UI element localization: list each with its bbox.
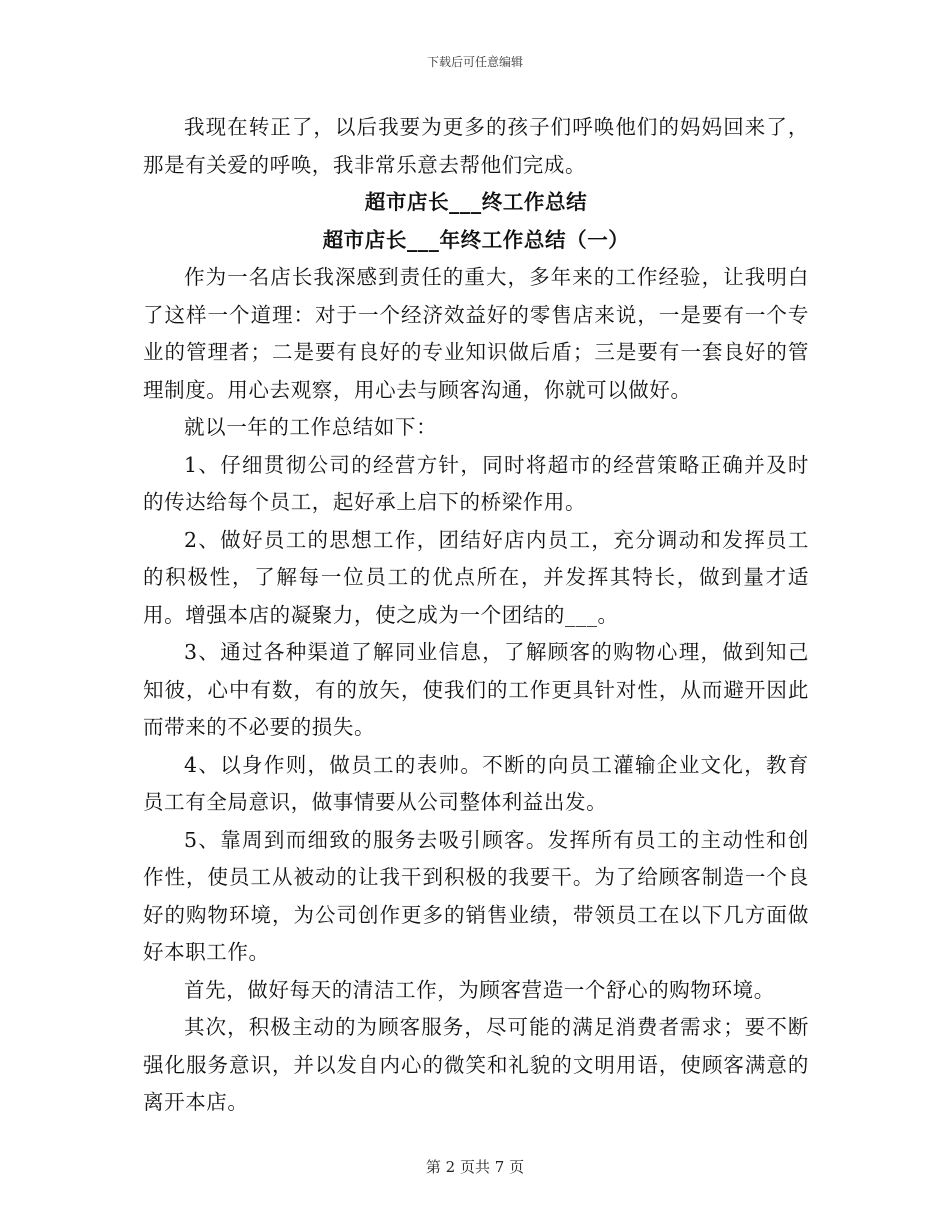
paragraph-8: 首先，做好每天的清洁工作，为顾客营造一个舒心的购物环境。: [184, 977, 775, 1002]
paragraph-2: 就以一年的工作总结如下：: [184, 415, 438, 439]
page-header: 下载后可任意编辑: [426, 55, 523, 69]
paragraph-7: 5、靠周到而细致的服务去吸引顾客。发挥所有员工的主动性和创作性，使员工从被动的让我干到积极的我要干。为了给顾客制造一个良好的购物环境，为公司创作更多的销售业绩，带领员工在以下几方面做好本职工作。: [143, 827, 809, 964]
page-footer: 第 2 页共 7 页: [425, 1158, 525, 1176]
main-title: 超市店长___终工作总结: [364, 190, 588, 214]
intro-paragraph: 我现在转正了，以后我要为更多的孩子们呼唤他们的妈妈回来了，那是有关爱的呼唤，我非常乐意去帮他们完成。: [143, 115, 809, 177]
paragraph-3: 1、仔细贯彻公司的经营方针，同时将超市的经营策略正确并及时的传达给每个员工，起好承上启下的桥梁作用。: [143, 452, 809, 514]
paragraph-6: 4、以身作则，做员工的表帅。不断的向员工灌输企业文化，教育员工有全局意识，做事情要从公司整体利益出发。: [143, 752, 809, 814]
paragraph-4: 2、做好员工的思想工作，团结好店内员工，充分调动和发挥员工的积极性，了解每一位员工的优点所在，并发挥其特长，做到量才适用。增强本店的凝聚力，使之成为一个团结的___。: [143, 527, 809, 627]
paragraph-5: 3、通过各种渠道了解同业信息，了解顾客的购物心理，做到知己知彼，心中有数，有的放矢，使我们的工作更具针对性，从而避开因此而带来的不必要的损失。: [143, 640, 809, 739]
paragraph-9: 其次，积极主动的为顾客服务，尽可能的满足消费者需求；要不断强化服务意识，并以发自内心的微笑和礼貌的文明用语，使顾客满意的离开本店。: [143, 1015, 809, 1114]
document-body: [143, 109, 809, 1122]
sub-title: 超市店长___年终工作总结（一）: [322, 227, 630, 252]
paragraph-1: 作为一名店长我深感到责任的重大，多年来的工作经验，让我明白了这样一个道理：对于一个经济效益好的零售店来说，一是要有一个专业的管理者；二是要有良好的专业知识做后盾；三是要有一套良好的管理制度。用心去观察，用心去与顾客沟通，你就可以做好。: [143, 265, 809, 402]
